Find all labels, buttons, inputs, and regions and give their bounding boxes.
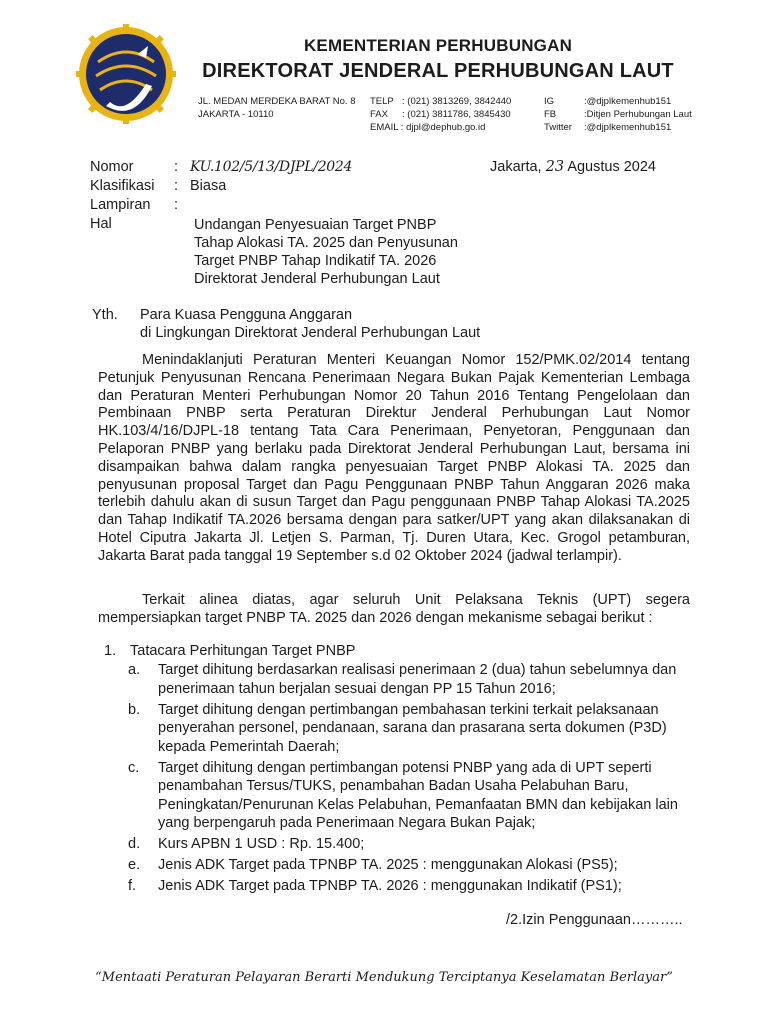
phone-block bbox=[370, 95, 511, 134]
recipient-line: Para Kuasa Pengguna Anggaran bbox=[140, 307, 353, 323]
ig-value: :@djplkemenhub151 bbox=[584, 96, 672, 107]
address-city: JAKARTA - 10110 bbox=[198, 109, 274, 120]
paragraph-text: Menindaklanjuti Peraturan Menteri Keuangan Nomor 152/PMK.02/2014 tentang Petunjuk Penyusunan Rencana Penerimaan Negara Bukan Pajak Kementerian Lembaga dan Peraturan Menteri Perhubungan Nomor 20 Tahun 2016 Tentang Pengelolaan dan Pembinaan PNBP serta Peraturan Direktur Jenderal Perhubungan Laut Nomor HK.103/4/16/DJPL-18 tentang Tata Cara Penerimaan, Penyetoran, Penggunaan dan Pelaporan PNBP yang berlaku pada Direktorat Jenderal Perhubungan Laut, bersama ini disampaikan bahwa dalam rangka penyesuaian Target PNBP Alokasi TA. 2025 dan penyusunan proposal Target dan Pagu Penggunaan PNBP Tahun Anggaran 2026 maka terlebih dahulu akan di susun Target dan Pagu penggunaan PNBP Tahap Alokasi TA.2025 dan Tahap Indikatif TA.2026 bersama dengan para satker/UPT yang akan dilaksanakan di Hotel Ciputra Jakarta Jl. Letjen S. Parman, Tj. Duren Utara, Kec. Grogol petamburan, Jakarta Barat pada tanggal 19 September s.d 02 Oktober 2024 (jadwal terlampir). bbox=[98, 352, 690, 564]
body-paragraph-2 bbox=[98, 592, 690, 628]
telp-label: TELP bbox=[370, 96, 394, 107]
sub-letter: d. bbox=[128, 836, 141, 852]
body-paragraph-1 bbox=[98, 352, 690, 566]
sub-letter: a. bbox=[128, 662, 141, 678]
address-line: JL. MEDAN MERDEKA BARAT No. 8 bbox=[198, 96, 356, 107]
date-rest: Agustus 2024 bbox=[567, 159, 656, 175]
sub-text: Target dihitung dengan pertimbangan pembahasan terkini terkait pelaksanaan penyerahan personel, pendanaan, sarana dan prasarana serta dokumen (P3D) kepada Pemerintah Daerah; bbox=[158, 701, 667, 755]
sub-list bbox=[128, 661, 700, 898]
sub-letter: e. bbox=[128, 857, 141, 873]
org-name-directorate: DIREKTORAT JENDERAL PERHUBUNGAN LAUT bbox=[202, 60, 674, 82]
nomor-label: Nomor bbox=[90, 159, 134, 175]
yth-label: Yth. bbox=[92, 307, 118, 323]
list-number: 1. bbox=[104, 643, 117, 659]
sub-text: Target dihitung berdasarkan realisasi penerimaan 2 (dua) tahun sebelumnya dan penerimaan tahun berjalan sesuai dengan PP 15 Tahun 2016; bbox=[158, 662, 677, 697]
colon: : bbox=[174, 159, 179, 175]
date-day: 23 bbox=[545, 159, 565, 175]
hal-subject bbox=[194, 216, 458, 288]
recipient-line: di Lingkungan Direktorat Jenderal Perhubungan Laut bbox=[140, 325, 481, 341]
ig-label: IG bbox=[544, 96, 555, 107]
list-item-1 bbox=[104, 643, 355, 659]
sub-text: Target dihitung dengan pertimbangan potensi PNBP yang ada di UPT seperti penambahan Tersus/TUKS, penambahan Badan Usaha Pelabuhan Baru, Peningkatan/Penurunan Kelas Pelabuhan, Pemanfaatan BMN dan kebijakan lain yang berpengaruh pada Penerimaan Negara Bukan Pajak; bbox=[158, 759, 678, 831]
hal-line: Target PNBP Tahap Indikatif TA. 2026 bbox=[194, 253, 437, 269]
sub-item-b bbox=[128, 701, 700, 757]
klasifikasi-value: Biasa bbox=[190, 178, 227, 194]
email-line: EMAIL : djpl@dephub.go.id bbox=[370, 122, 486, 133]
sub-letter: b. bbox=[128, 701, 141, 718]
sub-item-a bbox=[128, 661, 700, 698]
fax-value: : (021) 3811786, 3845430 bbox=[402, 109, 511, 120]
ministry-logo bbox=[76, 24, 176, 126]
colon: : bbox=[174, 197, 179, 213]
klasifikasi-label: Klasifikasi bbox=[90, 178, 155, 194]
sub-item-c bbox=[128, 759, 700, 833]
hal-label: Hal bbox=[90, 216, 112, 232]
sub-letter: c. bbox=[128, 759, 140, 776]
telp-value: : (021) 3813269, 3842440 bbox=[402, 96, 512, 107]
hal-line: Tahap Alokasi TA. 2025 dan Penyusunan bbox=[194, 235, 458, 251]
sub-item-f bbox=[128, 877, 700, 896]
sub-item-d bbox=[128, 835, 700, 854]
date-city: Jakarta, bbox=[490, 159, 542, 175]
colon: : bbox=[174, 178, 179, 194]
sub-text: Jenis ADK Target pada TPNBP TA. 2025 : menggunakan Alokasi (PS5); bbox=[158, 857, 618, 873]
fb-value: :Ditjen Perhubungan Laut bbox=[584, 109, 692, 120]
hal-line: Undangan Penyesuaian Target PNBP bbox=[194, 217, 437, 233]
paragraph-text: Terkait alinea diatas, agar seluruh Unit Pelaksana Teknis (UPT) segera mempersiapkan target PNBP TA. 2025 dan 2026 dengan mekanisme sebagai berikut : bbox=[98, 592, 690, 626]
sub-item-e bbox=[128, 856, 700, 875]
recipient-block bbox=[140, 306, 480, 342]
twitter-value: :@djplkemenhub151 bbox=[584, 122, 672, 133]
continued-marker: /2.Izin Penggunaan……….. bbox=[506, 912, 683, 928]
fb-label: FB bbox=[544, 109, 557, 120]
nomor-value: KU.102/5/13/DJPL/2024 bbox=[190, 159, 353, 175]
fax-label: FAX bbox=[370, 109, 388, 120]
sub-letter: f. bbox=[128, 878, 137, 894]
letter-date bbox=[490, 158, 656, 177]
lampiran-label: Lampiran bbox=[90, 197, 151, 213]
sub-text: Kurs APBN 1 USD : Rp. 15.400; bbox=[158, 836, 365, 852]
twitter-label: Twitter bbox=[544, 122, 572, 133]
address-block bbox=[198, 95, 356, 121]
org-name-ministry: KEMENTERIAN PERHUBUNGAN bbox=[303, 36, 573, 55]
social-block bbox=[544, 95, 692, 134]
list-title: Tatacara Perhitungan Target PNBP bbox=[130, 643, 356, 659]
footer-motto: “Mentaati Peraturan Pelayaran Berarti Mendukung Terciptanya Keselamatan Berlayar” bbox=[95, 970, 673, 985]
sub-text: Jenis ADK Target pada TPNBP TA. 2026 : menggunakan Indikatif (PS1); bbox=[158, 878, 622, 894]
hal-line: Direktorat Jenderal Perhubungan Laut bbox=[194, 271, 440, 287]
